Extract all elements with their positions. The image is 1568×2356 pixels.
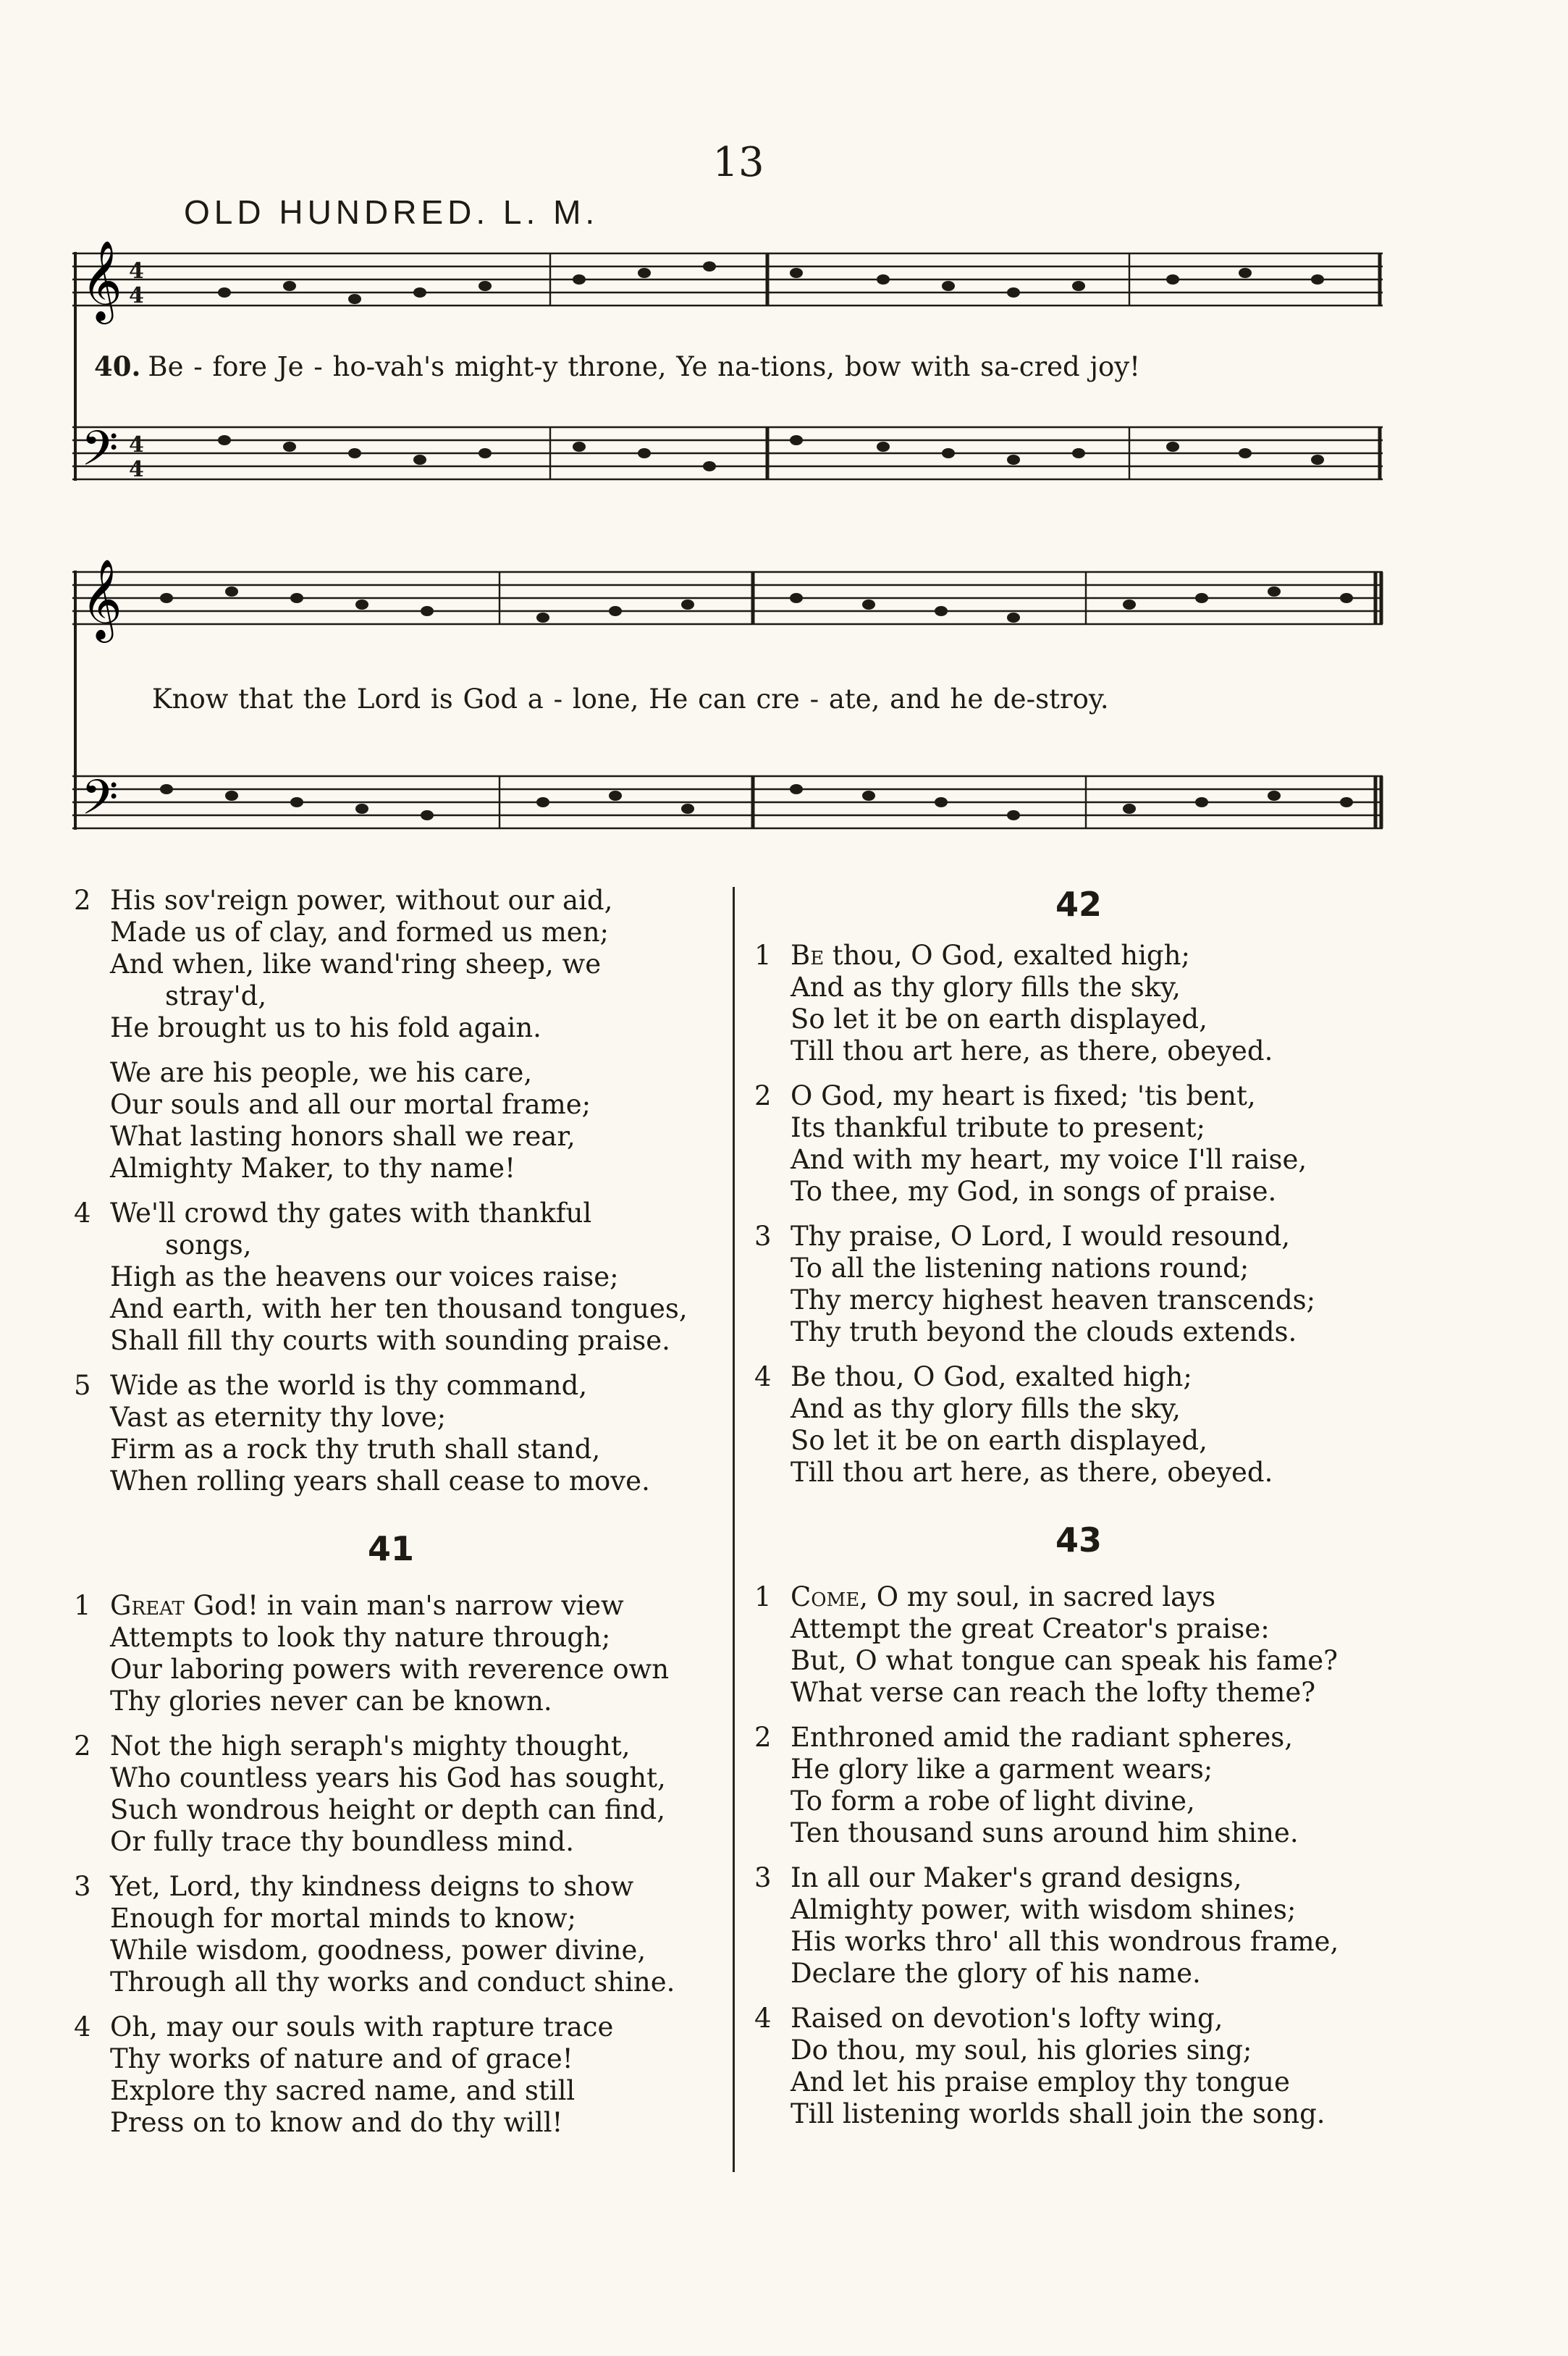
stanza-line: Thy truth beyond the clouds extends. bbox=[791, 1316, 1297, 1347]
hymn-41-stanza bbox=[72, 1590, 709, 1717]
stanza-number: 5 bbox=[74, 1370, 91, 1401]
lyric-line-2: Know that the Lord is God a - lone, He can cre - ate, and he de-stroy. bbox=[152, 683, 1109, 715]
stanza-number: 4 bbox=[754, 2003, 772, 2034]
hymn-42-stanza bbox=[753, 1361, 1404, 1489]
stanza-line: He glory like a garment wears; bbox=[791, 1754, 1213, 1785]
left-column bbox=[72, 885, 709, 2152]
stanza-line: And as thy glory fills the sky, bbox=[791, 972, 1181, 1003]
stanza-line: Attempt the great Creator's praise: bbox=[791, 1613, 1270, 1644]
stanza-line: And with my heart, my voice I'll raise, bbox=[791, 1144, 1307, 1175]
svg-text:𝄞: 𝄞 bbox=[81, 240, 122, 321]
stanza-number: 4 bbox=[74, 1198, 91, 1229]
stanza-line: So let it be on earth displayed, bbox=[791, 1004, 1207, 1035]
svg-text:𝄢: 𝄢 bbox=[81, 770, 119, 837]
stanza-line: Enough for mortal minds to know; bbox=[110, 1903, 576, 1934]
hymn-42-stanza bbox=[753, 940, 1404, 1067]
svg-text:4: 4 bbox=[129, 258, 144, 284]
stanza-line: Shall fill thy courts with sounding praise. bbox=[110, 1325, 670, 1356]
stanza-line: And let his praise employ thy tongue bbox=[791, 2066, 1290, 2098]
column-divider bbox=[733, 887, 735, 2172]
stanza-line: We'll crowd thy gates with thankful bbox=[110, 1198, 592, 1229]
stanza-line: And as thy glory fills the sky, bbox=[791, 1393, 1181, 1424]
stanza-line: Made us of clay, and formed us men; bbox=[110, 917, 609, 948]
stanza-line: His sov'reign power, without our aid, bbox=[110, 885, 613, 916]
stanza-line: His works thro' all this wondrous frame, bbox=[791, 1926, 1339, 1957]
stanza-number: 3 bbox=[74, 1871, 91, 1902]
stanza-number: 1 bbox=[74, 1590, 91, 1621]
svg-text:4: 4 bbox=[129, 283, 144, 308]
lyric-text-1: Be - fore Je - ho-vah's might-y throne, Ye na-tions, bow with sa-cred joy! bbox=[148, 351, 1141, 382]
stanza-line: Yet, Lord, thy kindness deigns to show bbox=[110, 1871, 634, 1902]
stanza-line: Do thou, my soul, his glories sing; bbox=[791, 2035, 1252, 2066]
stanza-line: But, O what tongue can speak his fame? bbox=[791, 1645, 1339, 1676]
stanza-line: Raised on devotion's lofty wing, bbox=[791, 2003, 1223, 2034]
stanza-line: Almighty Maker, to thy name! bbox=[110, 1153, 515, 1184]
hymn-41-stanza bbox=[72, 1730, 709, 1858]
hymn-40-number: 40. bbox=[94, 350, 141, 382]
first-word: Come bbox=[791, 1581, 860, 1612]
hymn-43-heading: 43 bbox=[1055, 1520, 1102, 1560]
stanza-line: Its thankful tribute to present; bbox=[791, 1112, 1206, 1143]
stanza-line bbox=[791, 1581, 1404, 1613]
stanza-line: To all the listening nations round; bbox=[791, 1253, 1249, 1284]
stanza-line-rest: , O my soul, in sacred lays bbox=[859, 1581, 1216, 1612]
hymn-40-stanza bbox=[72, 1198, 709, 1357]
stanza-line: While wisdom, goodness, power divine, bbox=[110, 1935, 646, 1966]
stanza-line: stray'd, bbox=[165, 980, 267, 1011]
stanza-line: Who countless years his God has sought, bbox=[110, 1762, 666, 1793]
stanza-number: 1 bbox=[754, 1581, 772, 1612]
stanza-line: Declare the glory of his name. bbox=[791, 1958, 1201, 1989]
stanza-line: Thy praise, O Lord, I would resound, bbox=[791, 1221, 1291, 1252]
stanza-line: Firm as a rock thy truth shall stand, bbox=[110, 1434, 601, 1465]
page-number: 13 bbox=[712, 139, 764, 186]
hymn-43-stanza bbox=[753, 2003, 1404, 2130]
svg-text:𝄞: 𝄞 bbox=[81, 558, 122, 639]
hymn-40-stanza bbox=[72, 1057, 709, 1185]
stanza-line: Enthroned amid the radiant spheres, bbox=[791, 1722, 1293, 1753]
stanza-line: Our laboring powers with reverence own bbox=[110, 1654, 670, 1685]
stanza-line: Ten thousand suns around him shine. bbox=[791, 1817, 1299, 1848]
stanza-line: Explore thy sacred name, and still bbox=[110, 2075, 576, 2106]
stanza-number: 2 bbox=[754, 1722, 772, 1753]
hymn-41-stanza bbox=[72, 1871, 709, 1998]
stanza-line: Such wondrous height or depth can find, bbox=[110, 1794, 665, 1825]
hymn-41-stanza bbox=[72, 2011, 709, 2139]
stanza-line: Vast as eternity thy love; bbox=[110, 1402, 447, 1433]
tune-title: OLD HUNDRED. L. M. bbox=[184, 193, 599, 231]
stanza-number: 3 bbox=[754, 1862, 772, 1893]
hymn-42-stanza bbox=[753, 1080, 1404, 1208]
stanza-number: 2 bbox=[754, 1080, 772, 1111]
stanza-line bbox=[791, 940, 1404, 972]
stanza-number: 3 bbox=[754, 1221, 772, 1252]
stanza-line: Not the high seraph's mighty thought, bbox=[110, 1730, 631, 1762]
svg-text:4: 4 bbox=[129, 432, 144, 458]
stanza-line: What verse can reach the lofty theme? bbox=[791, 1677, 1316, 1708]
stanza-line: Almighty power, with wisdom shines; bbox=[791, 1894, 1297, 1925]
hymn-40-stanza bbox=[72, 1370, 709, 1497]
stanza-line: When rolling years shall cease to move. bbox=[110, 1465, 650, 1497]
stanza-line: Till thou art here, as there, obeyed. bbox=[791, 1035, 1273, 1066]
stanza-line: Thy works of nature and of grace! bbox=[110, 2043, 573, 2074]
hymn-43-stanza bbox=[753, 1722, 1404, 1849]
stanza-line: He brought us to his fold again. bbox=[110, 1012, 541, 1043]
stanza-line: High as the heavens our voices raise; bbox=[110, 1261, 619, 1292]
stanza-line: Thy mercy highest heaven transcends; bbox=[791, 1284, 1316, 1316]
stanza-line: And when, like wand'ring sheep, we bbox=[110, 948, 602, 980]
stanza-line: Till listening worlds shall join the song. bbox=[791, 2098, 1325, 2129]
first-word: Be bbox=[791, 940, 825, 971]
svg-text:4: 4 bbox=[129, 457, 144, 482]
stanza-line: Till thou art here, as there, obeyed. bbox=[791, 1457, 1273, 1488]
right-column bbox=[753, 885, 1404, 2143]
stanza-line-rest: thou, O God, exalted high; bbox=[824, 940, 1190, 971]
stanza-line bbox=[110, 1590, 709, 1622]
stanza-line: We are his people, we his care, bbox=[110, 1057, 533, 1088]
stanza-number: 2 bbox=[74, 885, 91, 916]
stanza-line: To thee, my God, in songs of praise. bbox=[791, 1176, 1277, 1207]
stanza-line: Thy glories never can be known. bbox=[110, 1686, 552, 1717]
stanza-line: Our souls and all our mortal frame; bbox=[110, 1089, 591, 1120]
stanza-number: 4 bbox=[74, 2011, 91, 2042]
stanza-line: songs, bbox=[165, 1229, 252, 1261]
stanza-line: Be thou, O God, exalted high; bbox=[791, 1361, 1192, 1392]
hymn-40-stanza bbox=[72, 885, 709, 1044]
hymn-43-stanza bbox=[753, 1862, 1404, 1990]
stanza-line: Wide as the world is thy command, bbox=[110, 1370, 588, 1401]
stanza-line: Or fully trace thy boundless mind. bbox=[110, 1826, 574, 1857]
stanza-line: Oh, may our souls with rapture trace bbox=[110, 2011, 614, 2042]
hymn-42-heading: 42 bbox=[1055, 885, 1102, 924]
stanza-line: Through all thy works and conduct shine. bbox=[110, 1966, 675, 1998]
first-word: Great bbox=[110, 1590, 185, 1621]
stanza-line: And earth, with her ten thousand tongues, bbox=[110, 1293, 688, 1324]
hymn-41-heading: 41 bbox=[367, 1529, 414, 1568]
hymn-42-stanza bbox=[753, 1221, 1404, 1348]
stanza-number: 1 bbox=[754, 940, 772, 971]
stanza-number: 2 bbox=[74, 1730, 91, 1762]
stanza-line: To form a robe of light divine, bbox=[791, 1785, 1195, 1817]
stanza-number: 4 bbox=[754, 1361, 772, 1392]
stanza-line: Press on to know and do thy will! bbox=[110, 2107, 563, 2138]
stanza-line-rest: God! in vain man's narrow view bbox=[184, 1590, 624, 1621]
stanza-line: So let it be on earth displayed, bbox=[791, 1425, 1207, 1456]
stanza-line: O God, my heart is fixed; 'tis bent, bbox=[791, 1080, 1256, 1111]
svg-text:𝄢: 𝄢 bbox=[81, 421, 119, 488]
stanza-line: In all our Maker's grand designs, bbox=[791, 1862, 1242, 1893]
stanza-line: What lasting honors shall we rear, bbox=[110, 1121, 576, 1152]
hymn-43-stanza bbox=[753, 1581, 1404, 1709]
stanza-line: Attempts to look thy nature through; bbox=[110, 1622, 611, 1653]
lyric-line-1 bbox=[94, 350, 1368, 382]
